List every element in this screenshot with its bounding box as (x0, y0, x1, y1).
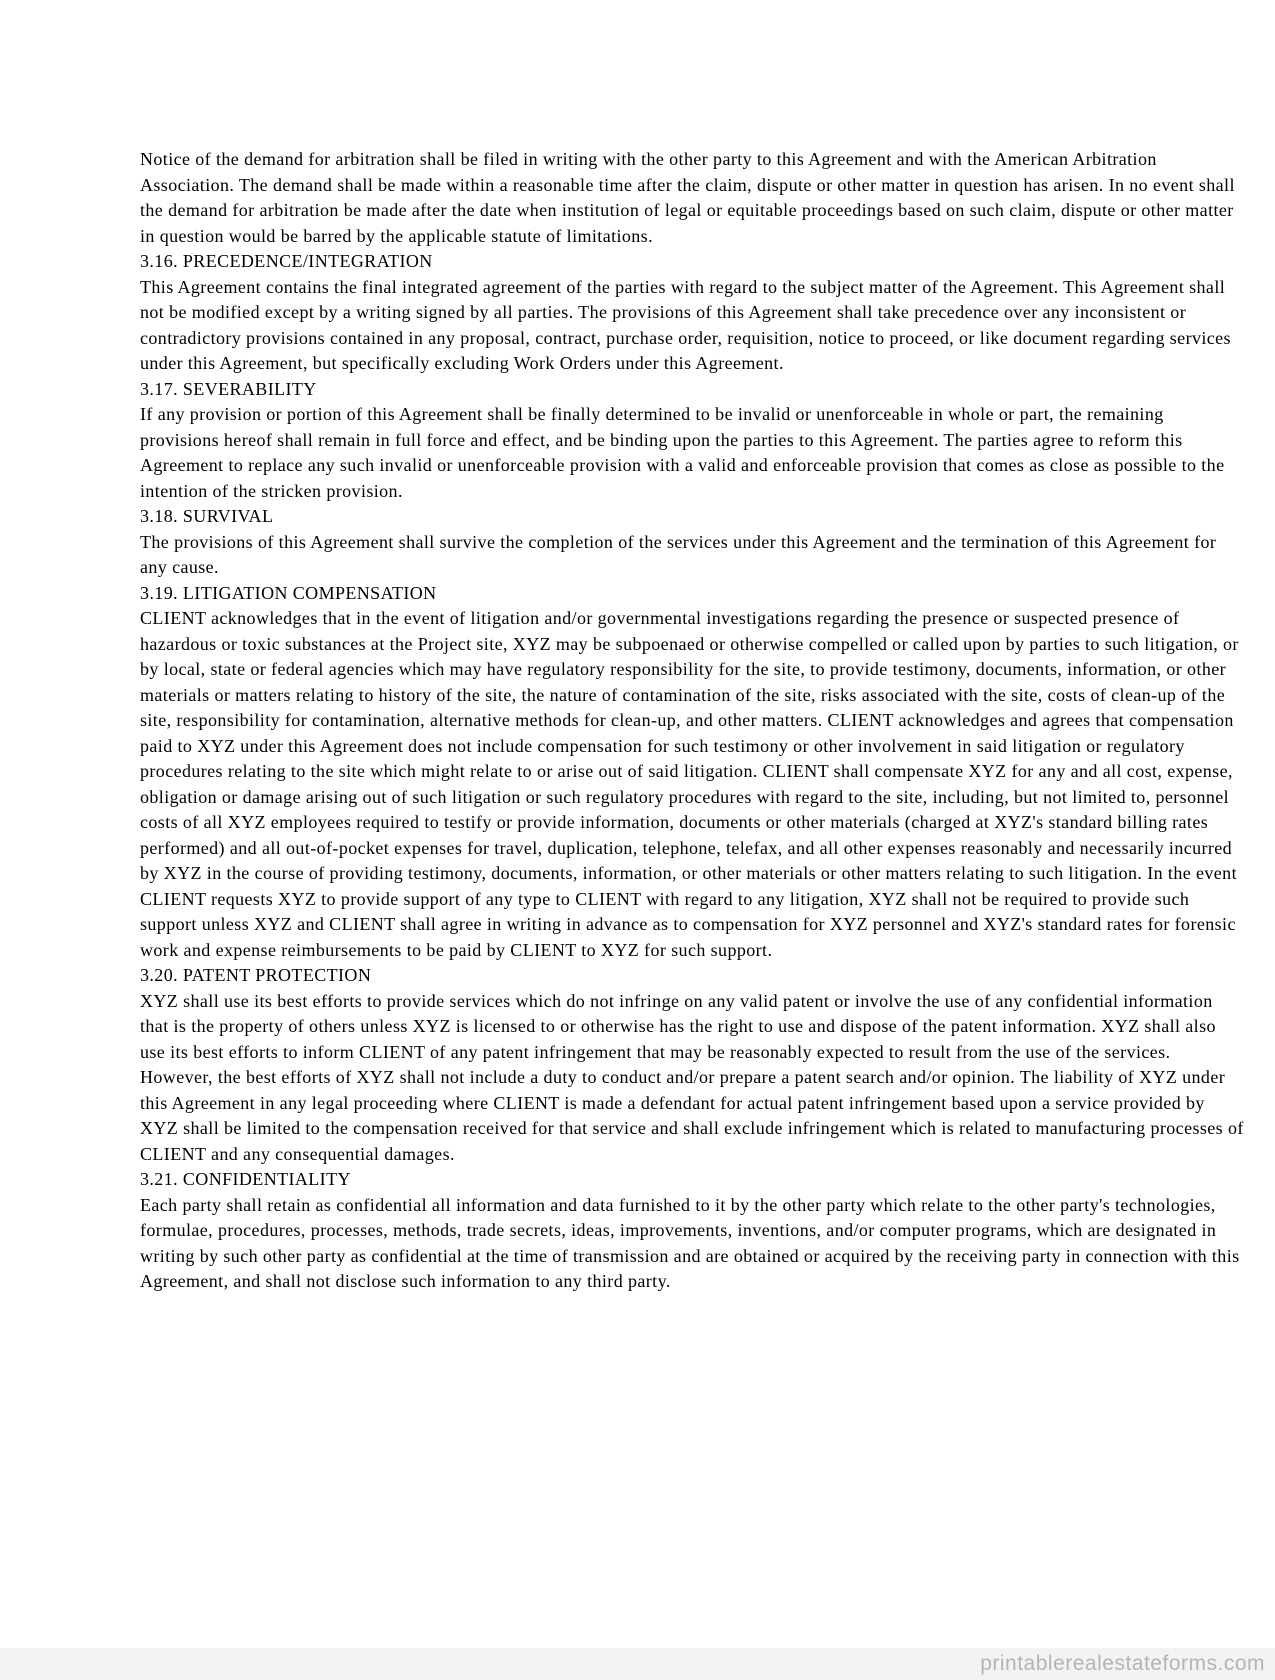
paragraph: If any provision or portion of this Agreement shall be finally determined to be invalid or unenforceable in whole or part, the remaining provisions hereof shall remain in full force and effect, and be binding upon the parties to this Agreement. The parties agree to reform this Agreement to replace any such invalid or unenforceable provision with a valid and enforceable provision that comes as close as possible to the intention of the stricken provision. (140, 404, 1225, 501)
document-content (140, 147, 1245, 1295)
paragraph: XYZ shall use its best efforts to provide services which do not infringe on any valid patent or involve the use of any confidential information that is the property of others unless XYZ is licensed to or otherwise has the right to use and dispose of the patent information. XYZ shall also use its best efforts to inform CLIENT of any patent infringement that may be reasonably expected to result from the use of the services. However, the best efforts of XYZ shall not include a duty to conduct and/or prepare a patent search and/or opinion. The liability of XYZ under this Agreement in any legal proceeding where CLIENT is made a defendant for actual patent infringement based upon a service provided by XYZ shall be limited to the compensation received for that service and shall exclude infringement which is related to manufacturing processes of CLIENT and any consequential damages. (140, 990, 1244, 1164)
section-heading: 3.20. PATENT PROTECTION (140, 965, 372, 985)
section-heading: 3.18. SURVIVAL (140, 506, 274, 526)
watermark-bar (0, 1648, 1275, 1680)
section-heading: 3.17. SEVERABILITY (140, 378, 317, 399)
section-heading: 3.19. LITIGATION COMPENSATION (140, 582, 437, 603)
section-heading: 3.21. CONFIDENTIALITY (140, 1169, 351, 1189)
paragraph: CLIENT acknowledges that in the event of litigation and/or governmental investigations regarding the presence or suspected presence of hazardous or toxic substances at the Project site, XYZ may be subpoenaed or otherwise compelled or called upon by parties to such litigation, or by local, state or federal agencies which may have regulatory responsibility for the site, to provide testimony, documents, information, or other materials or matters relating to history of the site, the nature of contamination of the site, risks associated with the site, costs of clean-up of the site, responsibility for contamination, alternative methods for clean-up, and other matters. CLIENT acknowledges and agrees that compensation paid to XYZ under this Agreement does not include compensation for such testimony or other involvement in said litigation or regulatory procedures relating to the site which might relate to or arise out of said litigation. CLIENT shall compensate XYZ for any and all cost, expense, obligation or damage arising out of such litigation or such regulatory procedures with regard to the site, including, but not limited to, personnel costs of all XYZ employees required to testify or provide information, documents or other materials (charged at XYZ's standard billing rates performed) and all out-of-pocket expenses for travel, duplication, telephone, telefax, and all other expenses reasonably and necessarily incurred by XYZ in the course of providing testimony, documents, information, or other materials or other matters relating to such litigation. In the event CLIENT requests XYZ to provide support of any type to CLIENT with regard to any litigation, XYZ shall not be required to provide such support unless XYZ and CLIENT shall agree in writing in advance as to compensation for XYZ personnel and XYZ's standard rates for forensic work and expense reimbursements to be paid by CLIENT to XYZ for such support. (140, 608, 1239, 960)
paragraph: Each party shall retain as confidential all information and data furnished to it by the other party which relate to the other party's technologies, formulae, procedures, processes, methods, trade secrets, ideas, improvements, inventions, and/or computer programs, which are designated in writing by such other party as confidential at the time of transmission and are obtained or acquired by the receiving party in connection with this Agreement, and shall not disclose such information to any third party. (140, 1194, 1240, 1291)
paragraph: The provisions of this Agreement shall survive the completion of the services under this Agreement and the termination of this Agreement for any cause. (140, 531, 1217, 577)
section-heading: 3.16. PRECEDENCE/INTEGRATION (140, 251, 433, 271)
paragraph: Notice of the demand for arbitration shall be filed in writing with the other party to this Agreement and with the American Arbitration Association. The demand shall be made within a reasonable time after the claim, dispute or other matter in question has arisen. In no event shall the demand for arbitration be made after the date when institution of legal or equitable proceedings based on such claim, dispute or other matter in question would be barred by the applicable statute of limitations. (140, 149, 1235, 246)
watermark-text: printablerealestateforms.com (980, 1652, 1265, 1675)
paragraph: This Agreement contains the final integrated agreement of the parties with regard to the subject matter of the Agreement. This Agreement shall not be modified except by a writing signed by all parties. The provisions of this Agreement shall take precedence over any inconsistent or contradictory provisions contained in any proposal, contract, purchase order, requisition, notice to proceed, or like document regarding services under this Agreement, but specifically excluding Work Orders under this Agreement. (140, 276, 1231, 373)
